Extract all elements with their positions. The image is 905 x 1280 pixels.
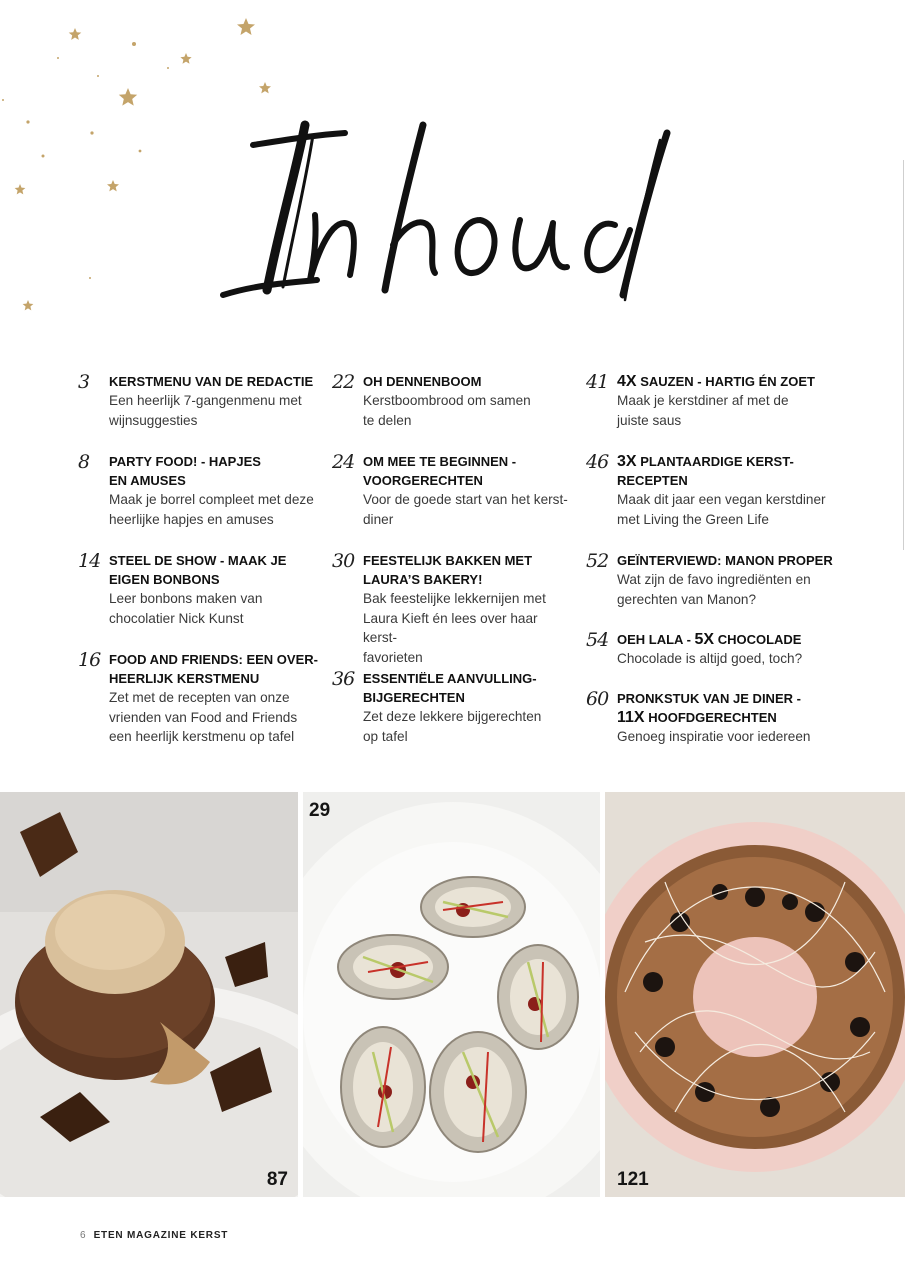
entry-heading: ESSENTIËLE AANVULLING- BIJGERECHTEN: [363, 671, 537, 705]
entry-description: Maak dit jaar een vegan kerstdiner: [617, 492, 826, 507]
oysters-illustration: [303, 792, 600, 1197]
entry-description: Zet deze lekkere bijgerechten: [363, 709, 542, 724]
ring-cake-illustration: [605, 792, 905, 1197]
entry-page-number: 41: [586, 371, 609, 393]
photo-ring-cake[interactable]: [605, 792, 905, 1197]
entry-description: Bak feestelijke lekkernijen met: [363, 591, 546, 606]
entry-description: Wat zijn de favo ingrediënten en: [617, 572, 811, 587]
star-icon: [107, 180, 119, 191]
entry-heading: PARTY FOOD! - HAPJES EN AMUSES: [109, 454, 261, 488]
entry-page-number: 54: [586, 629, 609, 651]
entry-description: Chocolade is altijd goed, toch?: [617, 651, 803, 666]
entry-description: Maak je kerstdiner af met de: [617, 393, 789, 408]
page-title-text: [205, 95, 685, 335]
entry-heading: STEEL DE SHOW - MAAK JE EIGEN BONBONS: [109, 553, 287, 587]
entry-heading: OH DENNENBOOM: [363, 374, 482, 389]
entry-description: Zet met de recepten van onze: [109, 690, 290, 705]
entry-page-number: 30: [332, 550, 355, 572]
entry-description: Een heerlijk 7-gangenmenu met: [109, 393, 302, 408]
lava-cake-illustration: [0, 792, 298, 1197]
entry-description: Genoeg inspiratie voor iedereen: [617, 729, 811, 744]
entry-heading: KERSTMENU VAN DE REDACTIE: [109, 374, 314, 389]
photo-lava-cake[interactable]: [0, 792, 298, 1197]
entry-page-number: 22: [332, 371, 355, 393]
entry-page-number: 24: [332, 451, 355, 473]
star-icon: [69, 28, 82, 40]
entry-description: vrienden van Food and Friends: [109, 709, 298, 725]
photo-page-number: 121: [617, 1169, 649, 1190]
footer-page-number: 6: [80, 1230, 86, 1241]
entry-description: Maak je borrel compleet met deze: [109, 492, 314, 507]
entry-page-number: 16: [78, 649, 101, 671]
photo-page-number: 29: [309, 800, 331, 821]
entry-page-number: 36: [332, 668, 355, 690]
entry-description: Leer bonbons maken van: [109, 591, 263, 606]
entry-page-number: 8: [78, 451, 90, 473]
entry-heading: FOOD AND FRIENDS: EEN OVER- HEERLIJK KERSTMENU: [109, 652, 318, 686]
entry-page-number: 3: [78, 371, 90, 393]
star-icon: [119, 88, 137, 106]
photo-strip: [0, 792, 905, 1197]
page-footer: [80, 1230, 228, 1241]
entry-description: met Living the Green Life: [617, 511, 769, 527]
entry-description: te delen: [363, 412, 412, 428]
photo-page-number: 87: [266, 1169, 288, 1190]
entry-description: chocolatier Nick Kunst: [109, 610, 244, 626]
entry-description: heerlijke hapjes en amuses: [109, 511, 274, 527]
entry-description: op tafel: [363, 728, 408, 744]
entry-heading: 3X PLANTAARDIGE KERST- RECEPTEN: [617, 453, 794, 488]
entry-heading: OM MEE TE BEGINNEN - VOORGERECHTEN: [363, 454, 517, 488]
footer-magazine-name: ETEN MAGAZINE KERST: [93, 1230, 229, 1241]
entry-description: diner: [363, 511, 394, 527]
entry-heading: GEÏNTERVIEWD: MANON PROPER: [617, 553, 833, 568]
entry-description: favorieten: [363, 649, 423, 665]
photo-oysters[interactable]: [303, 792, 600, 1197]
entry-description: juiste saus: [617, 412, 682, 428]
page-edge-divider: [903, 160, 904, 550]
entry-description: wijnsuggesties: [109, 412, 198, 428]
entry-description: Laura Kieft én lees over haar kerst-: [363, 610, 538, 645]
entry-heading: 4X SAUZEN - HARTIG ÉN ZOET: [617, 373, 815, 390]
entry-heading: FEESTELIJK BAKKEN MET LAURA’S BAKERY!: [363, 553, 533, 587]
page-title: [205, 95, 685, 335]
entry-description: gerechten van Manon?: [617, 591, 757, 607]
star-icon: [23, 300, 34, 310]
entry-page-number: 52: [586, 550, 609, 572]
entry-page-number: 46: [586, 451, 609, 473]
star-icon: [15, 184, 26, 194]
star-icon: [237, 18, 255, 35]
entry-heading: OEH LALA - 5X CHOCOLADE: [617, 631, 802, 648]
entry-heading: PRONKSTUK VAN JE DINER - 11X HOOFDGERECHTEN: [617, 691, 801, 726]
entry-page-number: 60: [586, 688, 609, 710]
entry-page-number: 14: [78, 550, 101, 572]
entry-description: Voor de goede start van het kerst-: [363, 492, 568, 507]
star-icon: [259, 82, 271, 93]
entry-description: Kerstboombrood om samen: [363, 393, 531, 408]
entry-description: een heerlijk kerstmenu op tafel: [109, 729, 295, 744]
star-icon: [180, 53, 191, 64]
